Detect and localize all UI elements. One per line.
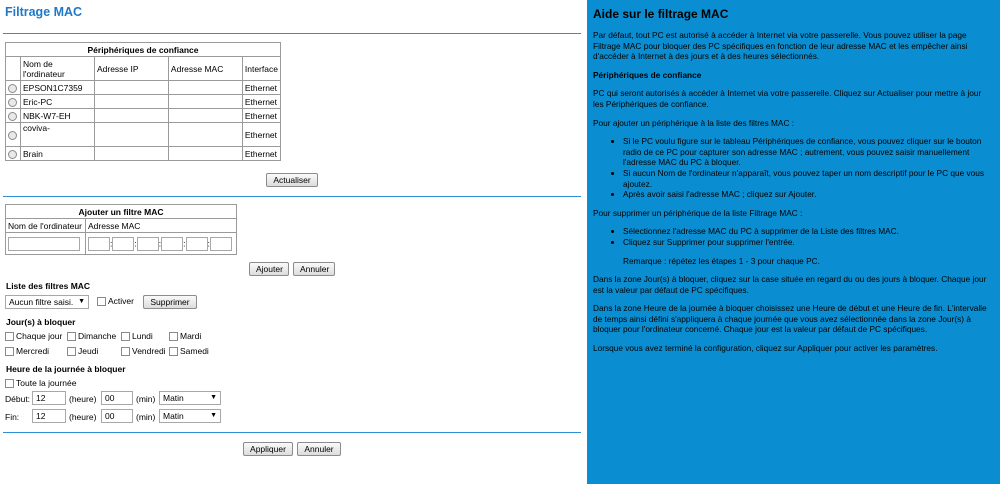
day-label: Jeudi — [78, 346, 99, 356]
device-name: Brain — [20, 147, 94, 161]
device-name: EPSON1C7359 — [20, 81, 94, 95]
table-row — [6, 95, 281, 109]
device-radio[interactable] — [8, 150, 17, 159]
device-ip — [94, 95, 168, 109]
chevron-down-icon: ▼ — [210, 412, 217, 419]
help-intro: Par défaut, tout PC est autorisé à accéder à Internet via votre passerelle. Vous pouvez utiliser la page Filtrage MAC pour bloquer des PC spécifiques en fonction de leur adresse MAC et les empêcher ainsi d'accéder à Internet à des jours et à des heures sélectionnés. — [593, 30, 968, 62]
day-checkbox[interactable] — [169, 332, 178, 341]
day-sunday — [67, 331, 116, 341]
col-computer-name: Nom de l'ordinateur — [6, 219, 86, 233]
device-mac — [168, 81, 242, 95]
days-label: Jour(s) à bloquer — [6, 317, 76, 327]
day-label: Samedi — [180, 346, 209, 356]
computer-name-input[interactable] — [8, 237, 80, 251]
table-row — [6, 123, 281, 147]
divider — [3, 33, 581, 34]
device-radio[interactable] — [8, 112, 17, 121]
day-saturday — [169, 346, 209, 356]
refresh-button[interactable]: Actualiser — [266, 173, 318, 187]
help-title: Aide sur le filtrage MAC — [593, 7, 729, 21]
device-interface: Ethernet — [242, 95, 280, 109]
device-mac — [168, 109, 242, 123]
help-outro: Lorsque vous avez terminé la configuration, cliquez sur Appliquer pour activer les paramètres. — [593, 343, 938, 354]
mac-octet-3-input[interactable] — [137, 237, 159, 251]
start-period-value: Matin — [163, 393, 184, 403]
help-add-steps — [593, 136, 994, 200]
help-add-intro: Pour ajouter un périphérique à la liste des filtres MAC : — [593, 117, 795, 128]
device-name: NBK-W7-EH — [20, 109, 94, 123]
day-label: Lundi — [132, 331, 153, 341]
day-checkbox[interactable] — [5, 347, 14, 356]
table-row — [6, 81, 281, 95]
filter-list-label: Liste des filtres MAC — [6, 281, 91, 291]
min-unit: (min) — [136, 394, 156, 404]
col-computer-name: Nom de l'ordinateur — [20, 57, 94, 81]
apply-button[interactable]: Appliquer — [243, 442, 293, 456]
mac-octet-5-input[interactable] — [186, 237, 208, 251]
add-button[interactable]: Ajouter — [249, 262, 289, 276]
day-checkbox[interactable] — [67, 332, 76, 341]
device-interface: Ethernet — [242, 109, 280, 123]
help-days-text: Dans la zone Jour(s) à bloquer, cliquez sur la case située en regard du ou des jours à bloquer. Chaque jour est la valeur par défaut de PC spécifiques. — [593, 274, 987, 295]
add-filter-table: Ajouter un filtre MAC Nom de l'ordinateur Adresse MAC : : : : : — [5, 204, 237, 255]
trusted-devices-caption: Périphériques de confiance — [6, 43, 281, 57]
day-every-day — [5, 331, 62, 341]
device-interface: Ethernet — [242, 81, 280, 95]
day-wednesday — [5, 346, 49, 356]
help-panel — [587, 0, 1000, 484]
help-remove-steps — [593, 226, 994, 247]
day-checkbox[interactable] — [121, 332, 130, 341]
end-label: Fin: — [5, 412, 20, 422]
divider — [3, 196, 581, 197]
device-ip — [94, 81, 168, 95]
list-item: • Après avoir saisi l'adresse MAC ; cliquez sur Ajouter. — [623, 189, 994, 200]
time-label: Heure de la journée à bloquer — [6, 364, 126, 374]
device-ip — [94, 109, 168, 123]
end-period-select[interactable] — [159, 409, 221, 423]
min-unit: (min) — [136, 412, 156, 422]
col-mac-address: Adresse MAC — [168, 57, 242, 81]
activate-checkbox-group — [97, 296, 134, 306]
day-monday — [121, 331, 153, 341]
device-radio[interactable] — [8, 131, 17, 140]
mac-octet-2-input[interactable] — [112, 237, 134, 251]
start-min-input[interactable]: 00 — [101, 391, 133, 405]
day-checkbox[interactable] — [169, 347, 178, 356]
device-mac — [168, 95, 242, 109]
col-interface: Interface — [242, 57, 280, 81]
mac-octet-4-input[interactable] — [161, 237, 183, 251]
day-thursday — [67, 346, 98, 356]
help-trusted-heading: Périphériques de confiance — [593, 69, 702, 80]
hour-unit: (heure) — [69, 412, 97, 422]
start-label: Début: — [5, 394, 31, 404]
add-cancel-button[interactable]: Annuler — [293, 262, 335, 276]
trusted-devices-table — [5, 42, 281, 161]
col-mac-address: Adresse MAC — [86, 219, 237, 233]
start-period-select[interactable] — [159, 391, 221, 405]
day-label: Mercredi — [16, 346, 50, 356]
list-item: • Si le PC voulu figure sur le tableau Périphériques de confiance, vous pouvez cliquer sur le bouton radio de ce PC pour capturer son adresse MAC ; autrement, vous pouvez saisir manuellement l'adresse MAC du PC à bloquer. — [623, 136, 994, 168]
end-hour-input[interactable]: 12 — [32, 409, 66, 423]
list-item: • Cliquez sur Supprimer pour supprimer l'entrée. — [623, 237, 994, 248]
help-remove-intro: Pour supprimer un périphérique de la liste Filtrage MAC : — [593, 207, 803, 218]
day-label: Mardi — [180, 331, 202, 341]
device-interface: Ethernet — [242, 147, 280, 161]
filter-list-select[interactable] — [5, 295, 89, 309]
day-label: Vendredi — [132, 346, 166, 356]
table-row — [6, 109, 281, 123]
start-hour-input[interactable]: 12 — [32, 391, 66, 405]
device-name: Eric-PC — [20, 95, 94, 109]
list-item: • Si aucun Nom de l'ordinateur n'apparaît, vous pouvez taper un nom descriptif pour le PC que vous ajoutez. — [623, 168, 994, 189]
device-radio[interactable] — [8, 84, 17, 93]
delete-button[interactable]: Supprimer — [143, 295, 197, 309]
divider — [3, 432, 581, 433]
list-item: • Sélectionnez l'adresse MAC du PC à supprimer de la Liste des filtres MAC. — [623, 226, 994, 237]
chevron-down-icon: ▼ — [210, 394, 217, 401]
add-filter-caption: Ajouter un filtre MAC — [6, 205, 237, 219]
device-name: coviva- — [20, 123, 94, 147]
device-ip — [94, 147, 168, 161]
table-row — [6, 147, 281, 161]
chevron-down-icon: ▼ — [78, 298, 85, 305]
device-mac — [168, 123, 242, 147]
device-ip — [94, 123, 168, 147]
device-interface: Ethernet — [242, 123, 280, 147]
all-day-label: Toute la journée — [16, 378, 77, 388]
day-tuesday — [169, 331, 201, 341]
help-time-text: Dans la zone Heure de la journée à bloquer choisissez une Heure de début et une Heure de fin. L'intervalle de temps ainsi défini s'appliquera à chaque journée que vous avez sélectionnée dans la zone Jour(s) à bloquer pour l'ordinateur concerné. Chaque jour est la valeur par défaut de PC spécifiques. — [593, 303, 987, 335]
day-checkbox[interactable] — [121, 347, 130, 356]
end-period-value: Matin — [163, 411, 184, 421]
filter-list-value: Aucun filtre saisi. — [9, 297, 74, 307]
device-mac — [168, 147, 242, 161]
page-title: Filtrage MAC — [5, 5, 83, 19]
help-trusted-text: PC qui seront autorisés à accéder à Internet via votre passerelle. Cliquez sur Actualiser pour mettre à jour les Périphériques de confiance. — [593, 88, 982, 109]
day-label: Dimanche — [78, 331, 117, 341]
activate-label: Activer — [108, 296, 134, 306]
day-label: Chaque jour — [16, 331, 63, 341]
all-day-group — [5, 378, 77, 388]
day-friday — [121, 346, 166, 356]
device-radio[interactable] — [8, 98, 17, 107]
mac-octet-1-input[interactable] — [88, 237, 110, 251]
cancel-button[interactable]: Annuler — [297, 442, 341, 456]
mac-octet-6-input[interactable] — [210, 237, 232, 251]
hour-unit: (heure) — [69, 394, 97, 404]
day-checkbox[interactable] — [67, 347, 76, 356]
help-remark: Remarque : répétez les étapes 1 - 3 pour chaque PC. — [623, 255, 820, 266]
day-checkbox[interactable] — [5, 332, 14, 341]
end-min-input[interactable]: 00 — [101, 409, 133, 423]
activate-checkbox[interactable] — [97, 297, 106, 306]
all-day-checkbox[interactable] — [5, 379, 14, 388]
col-ip-address: Adresse IP — [94, 57, 168, 81]
